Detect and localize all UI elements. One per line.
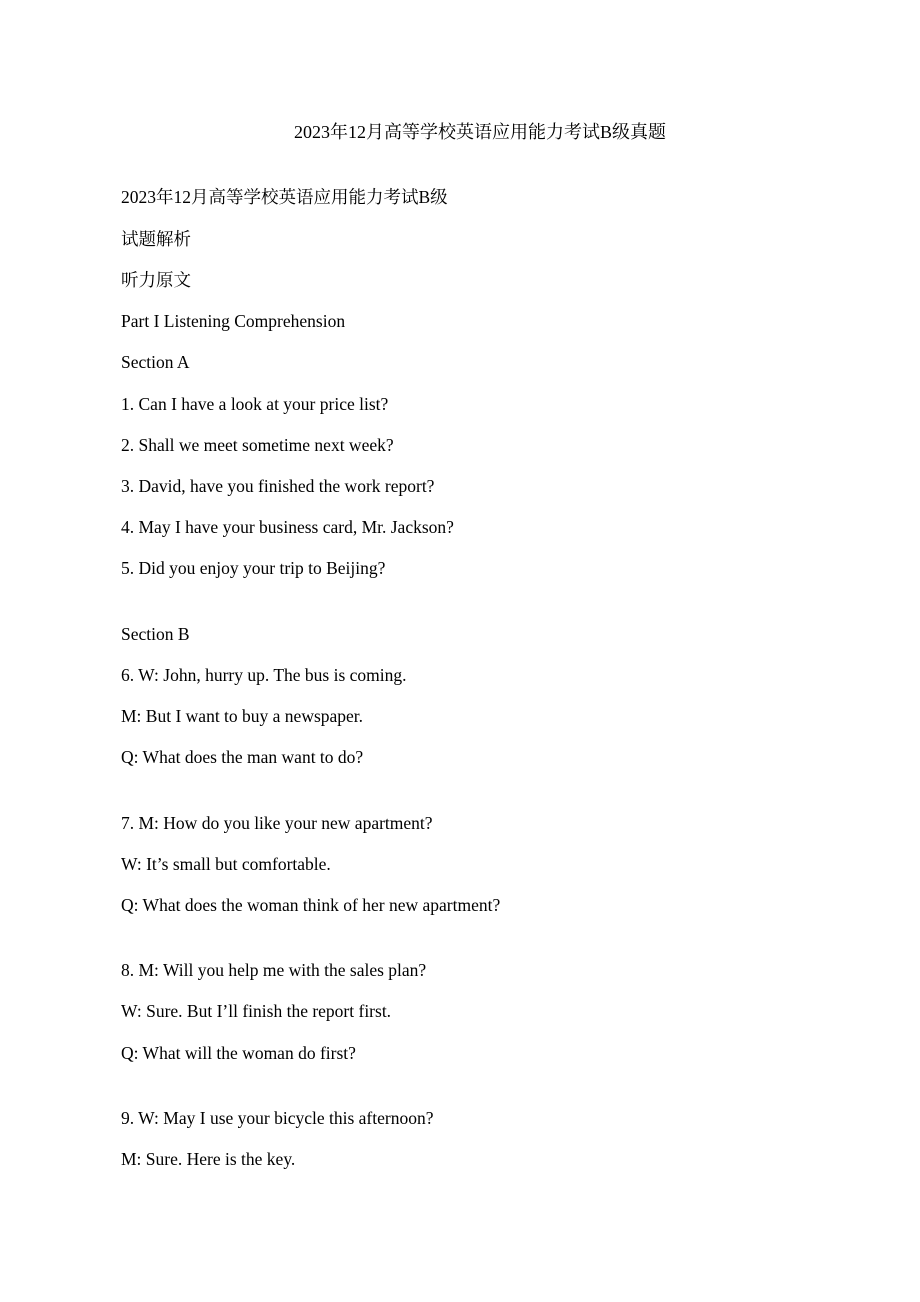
dialogue-question: Q: What will the woman do first? (121, 1043, 356, 1063)
section-b-label: Section B (121, 624, 190, 644)
dialogue-line: 7. M: How do you like your new apartment? (121, 813, 433, 833)
dialogue-line: W: It’s small but comfortable. (121, 854, 331, 874)
section-a-item: 4. May I have your business card, Mr. Jackson? (121, 517, 454, 537)
dialogue-line: 8. M: Will you help me with the sales plan? (121, 960, 427, 980)
section-a-item: 3. David, have you finished the work report? (121, 476, 435, 496)
document-title: 2023年12月高等学校英语应用能力考试B级真题 (293, 122, 666, 142)
dialogue-question: Q: What does the man want to do? (121, 747, 364, 767)
dialogue-question: Q: What does the woman think of her new apartment? (121, 895, 501, 915)
dialogue-line: W: Sure. But I’ll finish the report first. (121, 1001, 392, 1021)
section-a-item: 2. Shall we meet sometime next week? (121, 435, 394, 455)
dialogue-line: M: Sure. Here is the key. (121, 1149, 296, 1169)
section-a-label: Section A (121, 352, 190, 372)
section-a-item: 5. Did you enjoy your trip to Beijing? (121, 558, 386, 578)
heading-line-transcript: 听力原文 (121, 270, 191, 290)
part-title: Part I Listening Comprehension (121, 311, 346, 331)
dialogue-line: 6. W: John, hurry up. The bus is coming. (121, 665, 407, 685)
heading-line-exam: 2023年12月高等学校英语应用能力考试B级 (121, 187, 448, 207)
section-a-item: 1. Can I have a look at your price list? (121, 394, 389, 414)
heading-line-analysis: 试题解析 (121, 229, 191, 249)
dialogue-line: M: But I want to buy a newspaper. (121, 706, 364, 726)
dialogue-line: 9. W: May I use your bicycle this afternoon? (121, 1108, 434, 1128)
